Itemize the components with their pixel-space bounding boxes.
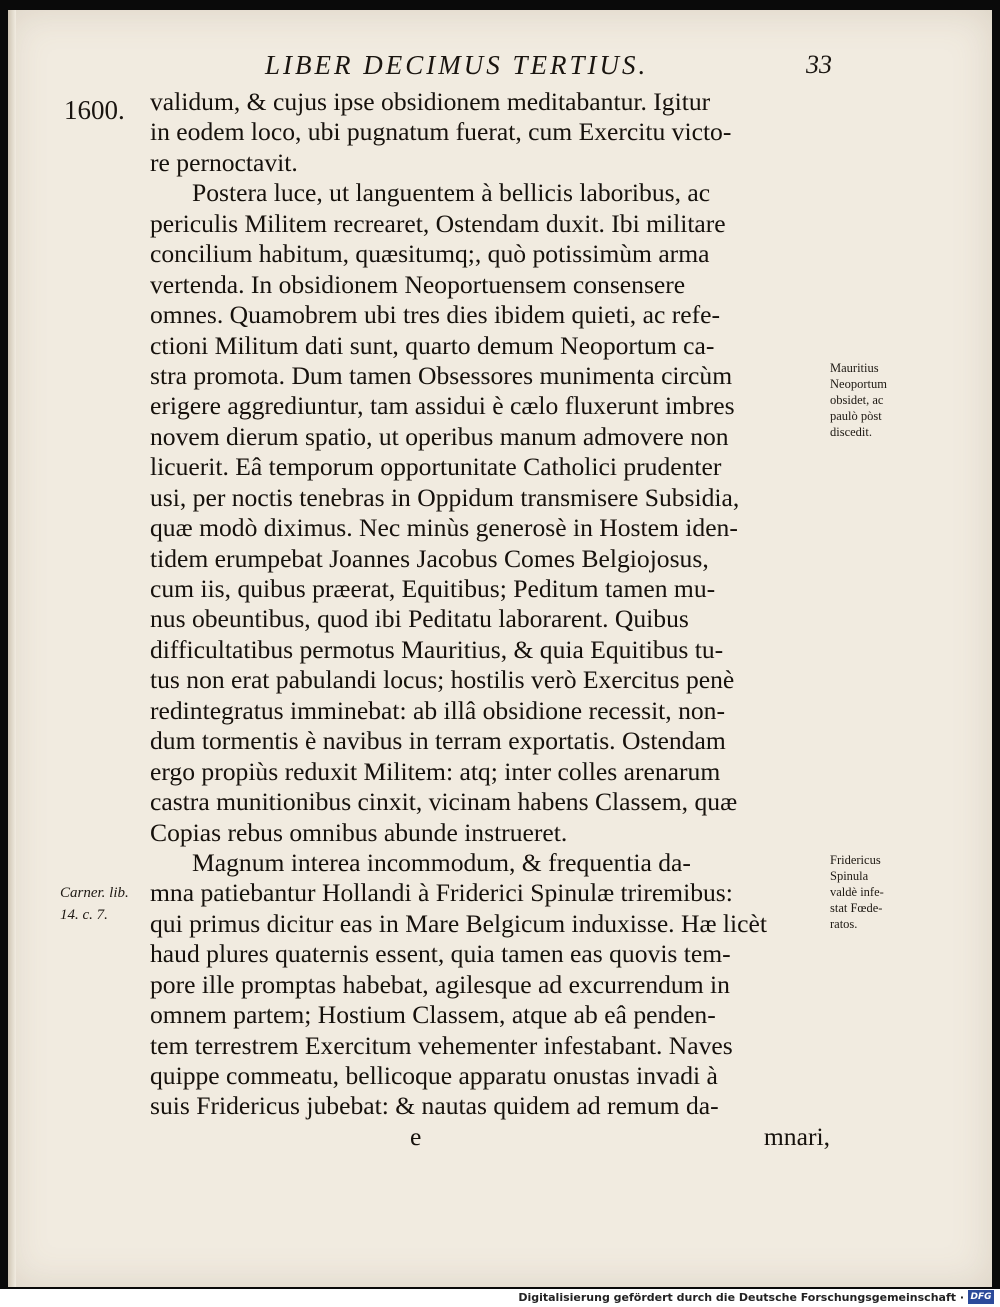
margin-citation-carner	[60, 882, 129, 926]
text-line: tem terrestrem Exercitum vehementer infestabant. Naves	[150, 1030, 733, 1060]
dfg-logo: DFG	[968, 1290, 994, 1304]
dfg-credit: Digitalisierung gefördert durch die Deutsche Forschungsgemeinschaft ·	[518, 1291, 964, 1304]
text-line: erigere aggrediuntur, tam assidui è cælo fluxerunt imbres	[150, 391, 735, 421]
margin-note-line: paulò pòst	[830, 409, 882, 423]
text-line: Magnum interea incommodum, & frequentia da-	[192, 847, 691, 877]
text-line: cum iis, quibus præerat, Equitibus; Peditum tamen mu-	[150, 574, 716, 603]
text-line: tus non erat pabulandi locus; hostilis verò Exercitus penè	[150, 665, 735, 695]
text-line: quippe commeatu, bellicoque apparatu onustas invadi à	[150, 1061, 718, 1090]
text-line: dum tormentis è navibus in terram exportatis. Ostendam	[150, 726, 726, 756]
margin-note-fridericus	[830, 852, 884, 932]
citation-line: Carner. lib.	[60, 885, 129, 901]
text-line: castra munitionibus cinxit, vicinam habens Classem, quæ	[150, 787, 738, 817]
page-number: 33	[806, 50, 832, 79]
signature-mark: e	[410, 1121, 422, 1151]
text-line: Postera luce, ut languentem à bellicis laboribus, ac	[192, 178, 711, 208]
margin-note-line: Fridericus	[830, 853, 881, 867]
margin-note-line: Spinula	[830, 869, 869, 883]
text-line: periculis Militem recrearet, Ostendam duxit. Ibi militare	[150, 208, 726, 238]
margin-note-line: valdè infe-	[830, 885, 884, 899]
signature-line	[150, 1122, 830, 1152]
citation-line: 14. c. 7.	[60, 907, 108, 923]
text-line: ctioni Militum dati sunt, quarto demum Neoportum ca-	[150, 330, 715, 360]
text-line: usi, per noctis tenebras in Oppidum transmisere Subsidia,	[150, 482, 740, 512]
text-line: validum, & cujus ipse obsidionem meditabantur. Igitur	[150, 87, 711, 116]
text-line: stra promota. Dum tamen Obsessores munimenta circùm	[150, 360, 733, 390]
body-text	[150, 87, 830, 1152]
margin-note-line: ratos.	[830, 917, 858, 931]
text-line: in eodem loco, ubi pugnatum fuerat, cum Exercitu victo-	[150, 117, 732, 147]
text-line: redintegratus imminebat: ab illâ obsidione recessit, non-	[150, 695, 725, 725]
margin-note-line: Neoportum	[830, 377, 887, 391]
text-line: pore ille promptas habebat, agilesque ad excurrendum in	[150, 969, 730, 999]
catchword: mnari,	[763, 1121, 830, 1151]
text-line: re pernoctavit.	[150, 147, 298, 177]
margin-note-line: Mauritius	[830, 361, 879, 375]
text-line: nus obeuntibus, quod ibi Peditatu laborarent. Quibus	[150, 604, 689, 634]
text-line: omnem partem; Hostium Classem, atque ab eâ penden-	[150, 1000, 716, 1030]
text-line: vertenda. In obsidionem Neoportuensem consensere	[150, 269, 686, 299]
text-line: suis Fridericus jubebat: & nautas quidem ad remum da-	[150, 1091, 719, 1121]
text-line: omnes. Quamobrem ubi tres dies ibidem quieti, ac refe-	[150, 300, 720, 330]
text-line: qui primus dicitur eas in Mare Belgicum induxisse. Hæ licèt	[150, 908, 767, 938]
text-line: quæ modò diximus. Nec minùs generosè in Hostem iden-	[150, 513, 738, 543]
margin-note-line: discedit.	[830, 425, 873, 439]
text-line: licuerit. Eâ temporum opportunitate Catholici prudenter	[150, 452, 722, 482]
text-line: novem dierum spatio, ut operibus manum admovere non	[150, 421, 729, 451]
margin-year: 1600.	[64, 95, 125, 125]
text-line: difficultatibus permotus Mauritius, & quia Equitibus tu-	[150, 634, 724, 664]
text-line: tidem erumpebat Joannes Jacobus Comes Belgiojosus,	[150, 543, 709, 573]
margin-note-line: obsidet, ac	[830, 393, 884, 407]
page-gutter-shadow	[8, 10, 16, 1287]
text-line: ergo propiùs reduxit Militem: atq; inter colles arenarum	[150, 756, 721, 786]
text-line: haud plures quaternis essent, quia tamen eas quovis tem-	[150, 939, 731, 969]
margin-note-mauritius	[830, 360, 887, 440]
text-line: concilium habitum, quæsitumq;, quò potissimùm arma	[150, 239, 710, 269]
margin-note-line: stat Fœde-	[830, 901, 883, 915]
text-line: Copias rebus omnibus abunde instrueret.	[150, 817, 568, 847]
text-line: mna patiebantur Hollandi à Friderici Spinulæ triremibus:	[150, 878, 733, 908]
running-head: LIBER DECIMUS TERTIUS.	[265, 50, 649, 80]
